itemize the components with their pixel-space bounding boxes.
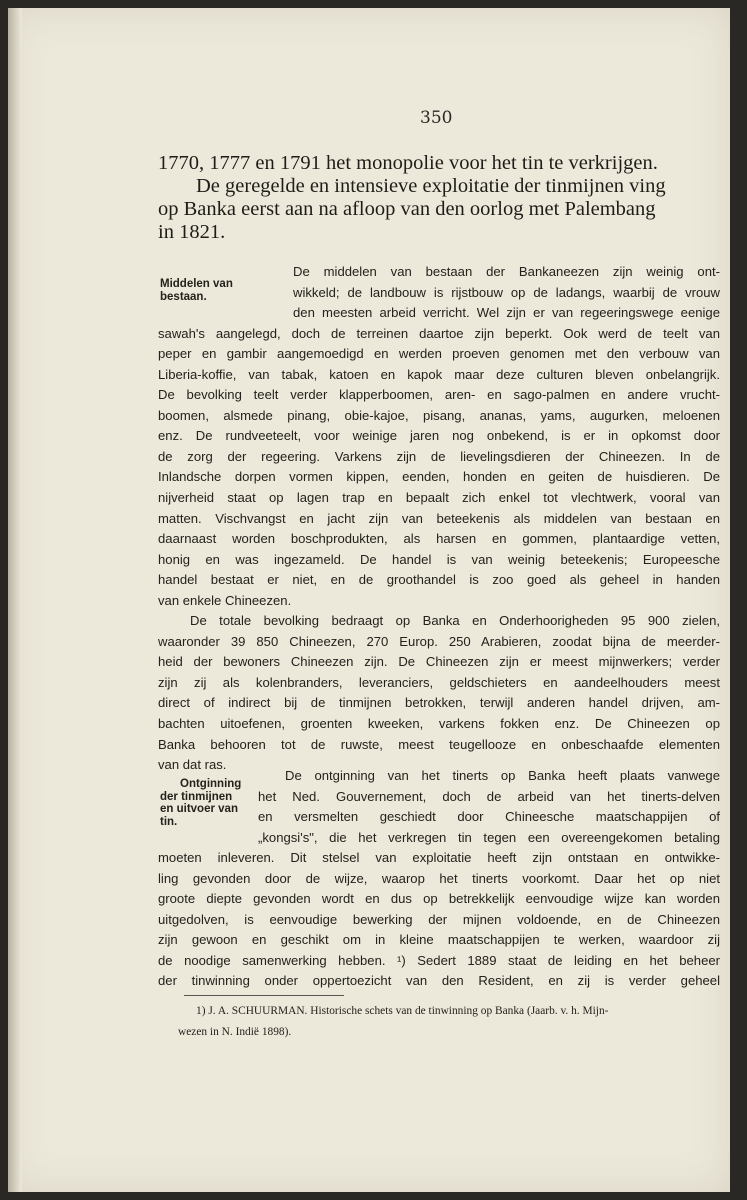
body-line: Inlandsche dorpen vormen kippen, eenden, honden en geiten de huisdieren. De [158, 469, 720, 485]
body-line: de zorg der regeering. Varkens zijn de lievelingsdieren der Chineezen. In de [158, 448, 720, 464]
lead-line: in 1821. [158, 221, 226, 243]
body-line: van dat ras. [158, 757, 227, 773]
body-line: honig en was ingezameld. De handel is van weinig beteekenis; Europeesche [158, 551, 720, 567]
section-middelen-van-bestaan [158, 262, 720, 776]
sidenote-line: tin. [160, 815, 178, 828]
body-line: moeten inleveren. Dit stelsel van exploitatie heeft zijn ontstaan en ontwikke- [158, 850, 720, 866]
body-line: bachten uitoefenen, groenten kweeken, varkens fokken enz. De Chineezen op [158, 716, 720, 732]
body-line: waaronder 39 850 Chineezen, 270 Europ. 250 Arabieren, zoodat bijna de meerder- [158, 633, 720, 649]
body-line: zijn zij als kolenbranders, leveranciers, geldschieters en aandeelhouders meest [158, 674, 720, 690]
body-line: De bevolking teelt verder klapperboomen, aren- en sago-palmen en andere vrucht- [158, 387, 720, 403]
body-line: groote diepte gevonden wordt en dus op betrekkelijk eenvoudige wijze kan worden [158, 891, 720, 907]
page-spine-shadow [8, 8, 22, 1192]
body-line: uitgedolven, is eenvoudige bewerking der mijnen voldoende, en de Chineezen [158, 911, 720, 927]
body-line: de noodige samenwerking hebben. ¹) Sedert 1889 staat de leiding en het beheer [158, 952, 720, 968]
footnote-line: wezen in N. Indië 1898). [178, 1026, 292, 1038]
sidenote-line: der tinmijnen [160, 790, 233, 803]
body-line: handel bestaat er niet, en de groothandel is zoo goed als geheel in handen [158, 572, 720, 588]
body-line: Banka behooren tot de ruwste, meest teugellooze en onbeschaafde elementen [158, 736, 720, 752]
body-line: het Ned. Gouvernement, doch de arbeid van het tinerts-delven [258, 788, 720, 804]
lead-line: 1770, 1777 en 1791 het monopolie voor het tin te verkrijgen. [158, 152, 658, 174]
footnote [178, 1001, 728, 1043]
body-line: heid der bewoners Chineezen zijn. De Chineezen zijn er meest mijnwerkers; verder [158, 654, 720, 670]
body-line: zijn gewoon en geschikt om in kleine maatschappijen te werken, waardoor zij [158, 932, 720, 948]
page-number: 350 [420, 108, 453, 128]
book-page [8, 8, 730, 1192]
body-line: den meesten arbeid verricht. Wel zijn er van regeeringswege eenige [293, 305, 720, 321]
sidenote-line: bestaan. [160, 290, 207, 303]
body-line: en versmelten geschiedt door Chineesche maatschappijen of [258, 809, 720, 825]
body-line: Liberia-koffie, van tabak, katoen en kapok maar deze culturen bleven onbelangrijk. [158, 366, 720, 382]
section-ontginning [158, 766, 720, 992]
sidenote-line: en uitvoer van [160, 803, 238, 815]
body-line: enz. De rundveeteelt, voor weinige jaren nog onbekend, is er in opkomst door [158, 428, 720, 444]
body-line: wikkeld; de landbouw is rijstbouw op de ladangs, waarbij de vrouw [293, 284, 720, 300]
body-line: boomen, alsmede pinang, obie-kajoe, pisang, ananas, yams, augurken, meloenen [158, 407, 720, 423]
body-line: daarnaast worden boschprodukten, als harsen en gommen, plantaardige vetten, [158, 531, 720, 547]
body-line: direct of indirect bij de tinmijnen betrokken, terwijl anderen handel drijven, am- [158, 695, 720, 711]
sidenote-line: Ontginning [180, 778, 242, 790]
body-line: De middelen van bestaan der Bankaneezen zijn weinig ont- [293, 264, 720, 279]
body-line: De totale bevolking bedraagt op Banka en Onderhoorigheden 95 900 zielen, [190, 613, 720, 629]
body-line: van enkele Chineezen. [158, 592, 292, 608]
footnote-line: 1) J. A. SCHUURMAN. Historische schets van de tinwinning op Banka (Jaarb. v. h. Mijn- [196, 1005, 609, 1017]
lead-line: op Banka eerst aan na afloop van den oorlog met Palembang [158, 198, 656, 220]
body-line: peper en gambir aangemoedigd en werden proeven genomen met den verbouw van [158, 346, 720, 362]
sidenote-line: Middelen van [160, 278, 233, 290]
body-line: sawah's aangelegd, doch de terreinen daartoe zijn beperkt. Ook werd de teelt van [158, 325, 720, 341]
body-line: nijverheid staat op lagen trap en bepaalt zich enkel tot vlechtwerk, vooral van [158, 490, 720, 506]
footnote-rule [184, 995, 344, 996]
lead-line: De geregelde en intensieve exploitatie der tinmijnen ving [196, 175, 666, 197]
body-line: De ontginning van het tinerts op Banka heeft plaats vanwege [285, 768, 720, 783]
body-line: ling gevonden door de wijze, waarop het tinerts voorkomt. Daar het op niet [158, 870, 720, 886]
body-line: „kongsi's", die het verkregen tin tegen een overeengekomen betaling [258, 829, 720, 845]
body-line: matten. Vischvangst en jacht zijn van beteekenis als middelen van bestaan en [158, 510, 720, 526]
body-line: der tinwinning onder oppertoezicht van den Resident, en zij is verder geheel [158, 973, 720, 989]
lead-paragraph [158, 152, 730, 244]
